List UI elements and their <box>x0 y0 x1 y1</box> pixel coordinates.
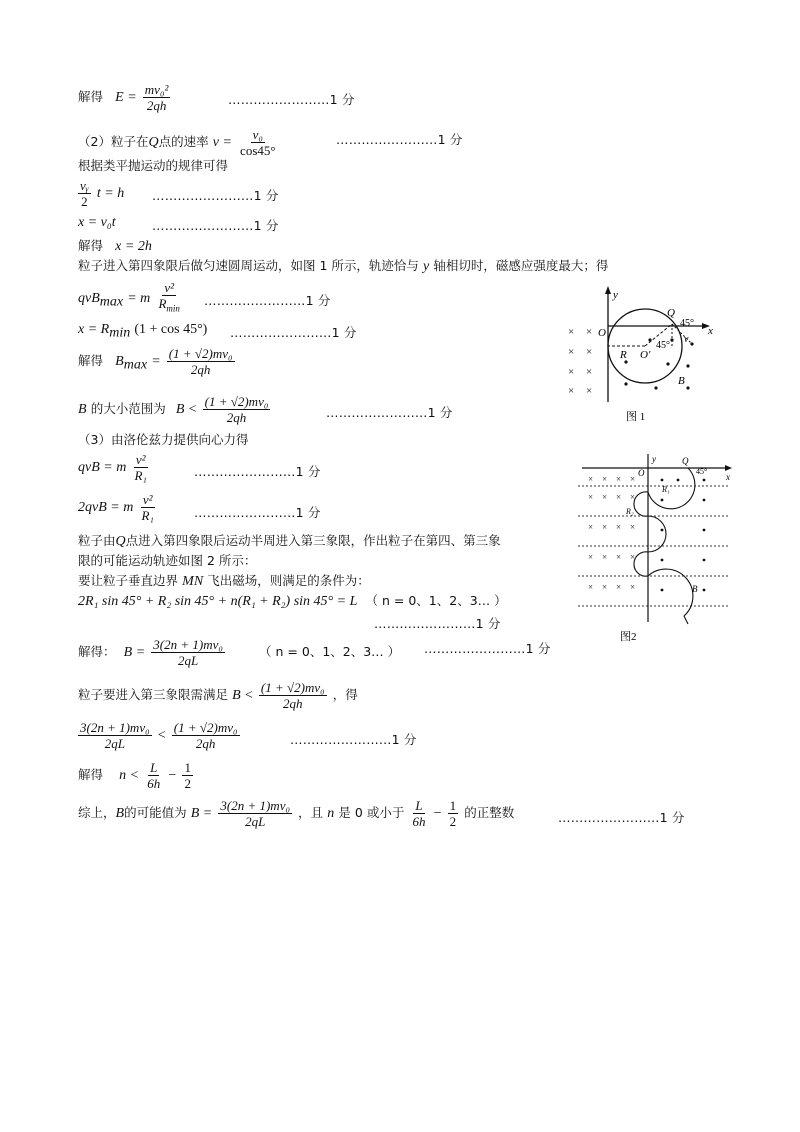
svg-text:×: × <box>616 492 622 502</box>
svg-text:×: × <box>602 474 608 484</box>
eq-need3: 粒子要进入第三象限需满足 B < $\frac{\text{(1 + √2)mv₀}}{2qh}$ ，得 <box>78 680 358 711</box>
eq-summary: 综上，B的可能值为 B = $\frac{\text{3(2n + 1)mv₀}}{2qL}$ ，且 n 是 0 或小于 $\frac{L}{6h}$ − $\frac{1}{2}$ 的正整数 <box>78 798 515 829</box>
svg-text:×: × <box>616 474 622 484</box>
text-enter4: 粒子进入第四象限后做匀速圆周运动，如图 1 所示，轨迹恰与 y 轴相切时，磁感应强度最大；得 <box>78 258 609 274</box>
figure-1 <box>556 284 736 432</box>
fig1-label-B: B <box>678 375 685 387</box>
svg-text:×: × <box>630 492 636 502</box>
score-13: ……………………1 分 <box>558 810 685 825</box>
svg-text:×: × <box>568 366 575 378</box>
eq-ineq: $\frac{\text{3(2n + 1)mv₀}}{2qL}$ < $\frac{\text{(1 + √2)mv₀}}{2qh}$ <box>80 720 238 751</box>
fig1-label-Oprime: O′ <box>640 349 651 361</box>
svg-text:×: × <box>588 492 594 502</box>
svg-text:×: × <box>588 522 594 532</box>
eq-E: 解得 E = $\frac{\text{mv₀²}}{2qh}$ <box>78 82 169 113</box>
eq-cond: 2R₁ sin 45° + R₂ sin 45° + n(R₁ + R₂) sin 45° = L （ n = 0、1、2、3… ） <box>78 593 507 609</box>
score-10: ……………………1 分 <box>374 616 501 631</box>
text-cond: 要让粒子垂直边界 MN 飞出磁场，则满足的条件为： <box>78 573 370 589</box>
fig2-label-R1: R₁ <box>662 485 670 494</box>
fig1-label-v: v <box>684 334 689 345</box>
fig2-label-O: O <box>638 468 645 478</box>
svg-text:×: × <box>586 326 593 338</box>
svg-text:×: × <box>588 474 594 484</box>
svg-text:×: × <box>630 552 636 562</box>
svg-text:×: × <box>602 492 608 502</box>
fig2-label-angle: 45° <box>696 467 708 476</box>
fig1-label-Q: Q <box>667 307 675 319</box>
eq-x-v0t: x = v₀t <box>78 215 116 230</box>
text-rule: 根据类平抛运动的规律可得 <box>78 158 229 173</box>
svg-text:×: × <box>602 552 608 562</box>
eq-qvBmax: qvB$_{max}$ = m $\frac{\text{v²}}{R_{min}}$ <box>78 280 180 314</box>
score-12: ……………………1 分 <box>290 732 417 747</box>
fig2-label-R2: R₂ <box>626 507 634 516</box>
text-p3: （3）由洛伦兹力提供向心力得 <box>78 432 249 447</box>
svg-text:×: × <box>616 522 622 532</box>
eq-qvB: qvB = m $\frac{\text{v²}}{\text{R₁}}$ <box>78 452 147 483</box>
svg-text:×: × <box>630 522 636 532</box>
fig2-label-B: B <box>692 584 698 594</box>
svg-text:×: × <box>602 522 608 532</box>
svg-text:×: × <box>616 582 622 592</box>
eq-vy: $\frac{\text{vᵧ}}{2}$ t = h <box>80 178 125 209</box>
fig2-label-x: x <box>726 472 730 482</box>
score-5: ……………………1 分 <box>204 293 331 308</box>
fig2-caption: 图2 <box>620 631 637 643</box>
svg-text:×: × <box>630 582 636 592</box>
svg-text:×: × <box>568 385 575 397</box>
score-7: ……………………1 分 <box>326 405 453 420</box>
svg-text:×: × <box>616 552 622 562</box>
score-6: ……………………1 分 <box>230 325 357 340</box>
svg-text:×: × <box>586 346 593 358</box>
score-1: ……………………1 分 <box>228 92 355 107</box>
fig2-label-y: y <box>652 454 656 464</box>
fig1-label-angle2: 45° <box>656 340 670 351</box>
frac-E: $\frac{\text{mv₀²}}{2qh}$ <box>144 82 169 113</box>
fig1-label-x: x <box>708 325 713 337</box>
figure-2 <box>576 452 736 648</box>
score-9: ……………………1 分 <box>194 505 321 520</box>
svg-text:×: × <box>586 366 593 378</box>
svg-text:×: × <box>602 582 608 592</box>
fig1-label-R: R <box>620 349 627 361</box>
score-3: ……………………1 分 <box>152 188 279 203</box>
score-11: ……………………1 分 <box>424 641 551 656</box>
eq-n: 解得 n < $\frac{L}{6h}$ − $\frac{1}{2}$ <box>78 760 191 791</box>
eq-B-n: 解得： B = $\frac{\text{3(2n + 1)mv₀}}{2qL}$ （ n = 0、1、2、3… ） <box>78 637 401 668</box>
score-2: ……………………1 分 <box>336 132 463 147</box>
score-8: ……………………1 分 <box>194 464 321 479</box>
svg-text:×: × <box>630 474 636 484</box>
eq-x-2h: 解得 x = 2h <box>78 238 152 254</box>
text-q-enter: 粒子由Q点进入第四象限后运动半周进入第三象限，作出粒子在第四、第三象 <box>78 533 501 549</box>
svg-text:×: × <box>588 552 594 562</box>
eq-B-range: B 的大小范围为 B < $\frac{\text{(1 + √2)mv₀}}{2qh}$ <box>78 394 269 425</box>
svg-text:×: × <box>568 326 575 338</box>
eq-2qvB: 2qvB = m $\frac{\text{v²}}{\text{R₁}}$ <box>78 492 154 523</box>
eq-x-Rmin: $x = R_{min}$ (1 + cos 45°) <box>78 322 208 341</box>
fig1-caption: 图 1 <box>626 411 646 423</box>
score-4: ……………………1 分 <box>152 218 279 233</box>
svg-text:×: × <box>568 346 575 358</box>
fig1-label-angle: 45° <box>680 318 694 329</box>
svg-text:×: × <box>588 582 594 592</box>
eq-v: （2）粒子在Q点的速率 v = $\frac{\text{v₀}}{\cos 45^\circ}$ <box>78 127 276 158</box>
fig1-label-y: y <box>613 289 618 301</box>
fig2-label-Q: Q <box>682 456 689 466</box>
fig1-label-O: O <box>598 327 606 339</box>
svg-text:×: × <box>586 385 593 397</box>
text-q-enter-2: 限的可能运动轨迹如图 2 所示： <box>78 553 257 568</box>
eq-Bmax: 解得 $B_{max}$ = $\frac{\text{(1 + √2)mv₀}}{2qh}$ <box>78 346 233 377</box>
